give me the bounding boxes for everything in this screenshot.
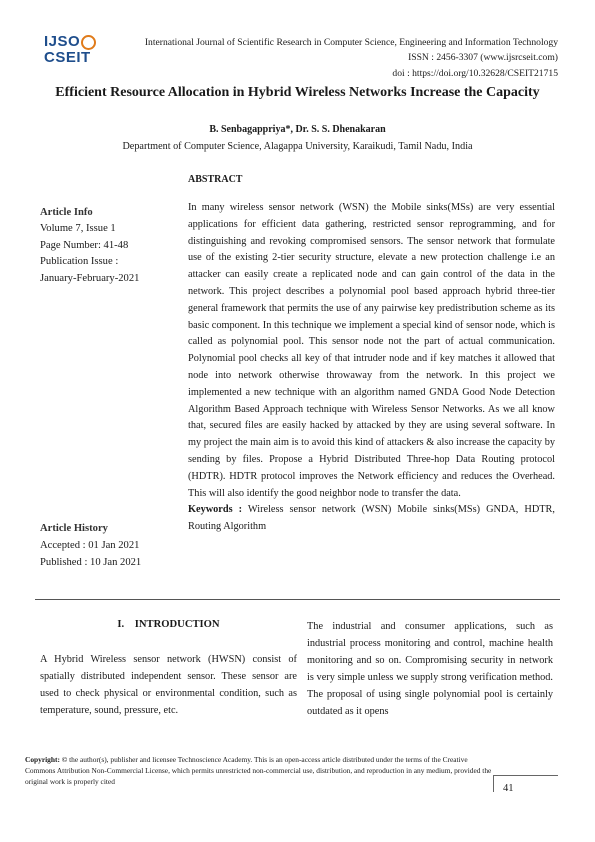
accepted-date: Accepted : 01 Jan 2021 [40, 540, 140, 551]
publication-issue-label: Publication Issue : [40, 256, 119, 267]
introduction-right-column: The industrial and consumer applications, such as industrial process monitoring and control, machine health monitoring and so on. Compromising security in network is very simple unless we supply strong verification method. The proposal of using single polynomial pool is certainly outdated as it opens [307, 621, 553, 717]
journal-name: International Journal of Scientific Research in Computer Science, Engineering and Information Technology [144, 37, 558, 48]
copyright-label: Copyright: © [25, 755, 68, 764]
journal-issn: ISSN : 2456-3307 (www.ijsrcseit.com) [408, 52, 558, 63]
keywords-label: Keywords : [188, 504, 243, 516]
section-divider [35, 599, 560, 600]
page-number: 41 [503, 783, 514, 794]
paper-authors: B. Senbagappriya*, Dr. S. S. Dhenakaran [209, 124, 386, 135]
introduction-heading: I. INTRODUCTION [117, 619, 220, 630]
article-history-heading: Article History [40, 523, 108, 534]
keywords-text: Wireless sensor network (WSN) Mobile sinks(MSs) GNDA, HDTR, Routing Algorithm [188, 504, 556, 533]
keywords-line [188, 502, 555, 536]
article-info-heading: Article Info [40, 207, 93, 218]
article-info [40, 221, 139, 287]
abstract-text: In many wireless sensor network (WSN) the Mobile sinks(MSs) are very essential applications for efficient data gathering, restricted sensor reprogramming, and for distinguishing and revoking compromised sensors. The sensor network that formulate use of the existing 2-tier security structure, elevate a new protection challenge i.e an attacker can easily create a replicated node and can gain control of the data in the network. This project describes a polynomial pool based approach hybrid three-tier general framework that permits the use of any pairwise key predistribution scheme as its basic component. In this technique we implement a special kind of sensor node, which is called as polynomial pool. This sensor node not the part of actual communication. Polynomial pool checks all key of that intruder node and if key matches it allowed that node into network otherwise throwaway from the network. In this project we implemented a new technique with an algorithm named GNDA Good Node Detection Algorithm Based Approach technique with Wireless Sensor Networks. As we all know that, secured files are easily hacked by attacked by they are using several software. In my project the main aim is to avoid this kind of attackers & also increase the capacity by sending by files. Propose a Hybrid Distributed Three-hop Data Routing protocol (HDTR). HDTR protocol improves the Network efficiency and reduces the Overhead. This will also identify the good neighbor node to transfer the data. [188, 202, 555, 499]
logo-ring-icon [81, 35, 96, 50]
article-history [40, 538, 141, 571]
published-date: Published : 10 Jan 2021 [40, 556, 142, 568]
introduction-left-column: A Hybrid Wireless sensor network (HWSN) consist of spatially distributed independent sensor. These sensor are used to check physical or environmental condition, such as temperature, sound, pressure, etc. [40, 654, 297, 716]
logo-text-top: IJSO [44, 33, 81, 50]
article-volume: Volume 7, Issue 1 [40, 223, 116, 234]
abstract-heading: ABSTRACT [188, 174, 243, 185]
article-doi: doi : https://doi.org/10.32628/CSEIT21715 [392, 68, 558, 79]
abstract-section [188, 200, 555, 536]
publication-issue: January-February-2021 [40, 272, 140, 284]
logo-text-bottom: CSEIT [44, 49, 91, 66]
paper-title: Efficient Resource Allocation in Hybrid Wireless Networks Increase the Capacity [55, 85, 540, 100]
article-pages: Page Number: 41-48 [40, 239, 129, 251]
copyright-text: the author(s), publisher and licensee Technoscience Academy. This is an open-access article distributed under the terms of the Creative Commons Attribution Non-Commercial License, which permits unrestricted non-commercial use, distribution, and reproduction in any medium, provided the original work is properly cited [25, 755, 492, 786]
journal-logo [40, 33, 104, 69]
copyright-notice [25, 754, 493, 787]
author-affiliation: Department of Computer Science, Alagappa University, Karaikudi, Tamil Nadu, India [122, 141, 473, 152]
